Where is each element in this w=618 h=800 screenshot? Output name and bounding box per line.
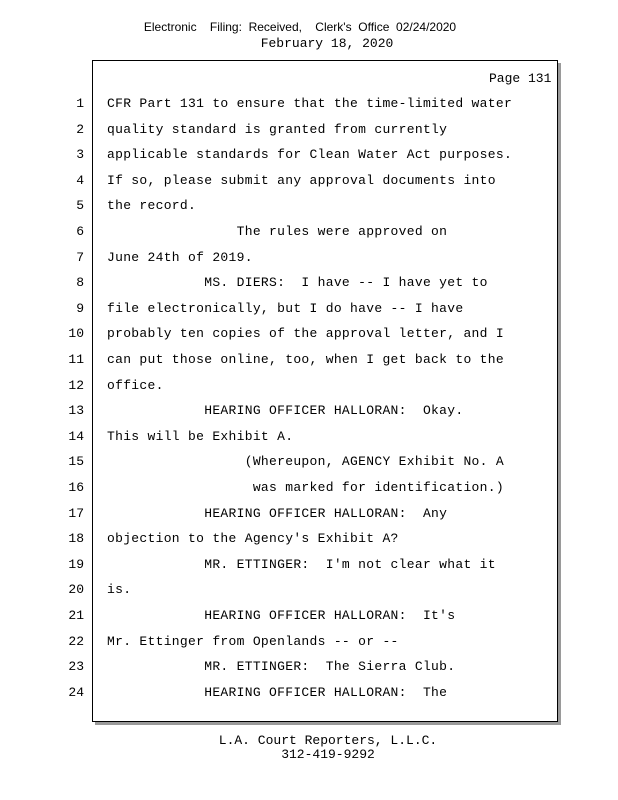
line-number: 10 xyxy=(68,326,84,341)
line-number: 14 xyxy=(68,429,84,444)
transcript-line-text: MR. ETTINGER: I'm not clear what it xyxy=(107,557,496,572)
transcript-line-text: probably ten copies of the approval letter, and I xyxy=(107,326,504,341)
transcript-line-text: HEARING OFFICER HALLORAN: It's xyxy=(107,608,456,623)
footer-company: L.A. Court Reporters, L.L.C. xyxy=(218,733,438,748)
line-number: 6 xyxy=(76,224,84,239)
line-number: 13 xyxy=(68,403,84,418)
footer-phone: 312-419-9292 xyxy=(281,747,375,762)
line-number: 3 xyxy=(76,147,84,162)
line-number: 5 xyxy=(76,198,84,213)
line-number: 19 xyxy=(68,557,84,572)
transcript-line-text: HEARING OFFICER HALLORAN: Okay. xyxy=(107,403,464,418)
line-number: 18 xyxy=(68,531,84,546)
line-number: 17 xyxy=(68,506,84,521)
transcript-line-text: office. xyxy=(107,378,164,393)
line-number: 12 xyxy=(68,378,84,393)
line-number: 4 xyxy=(76,173,84,188)
transcript-line-text: CFR Part 131 to ensure that the time-limited water xyxy=(107,96,513,111)
line-number: 7 xyxy=(76,250,84,265)
transcript-line-text: (Whereupon, AGENCY Exhibit No. A xyxy=(107,454,504,469)
transcript-line-text: applicable standards for Clean Water Act purposes. xyxy=(107,147,513,162)
line-number: 23 xyxy=(68,659,84,674)
transcript-line-text: was marked for identification.) xyxy=(107,480,504,495)
filing-stamp: Electronic Filing: Received, Clerk's Office 02/24/2020 xyxy=(143,20,457,34)
line-number: 15 xyxy=(68,454,84,469)
transcript-line-text: is. xyxy=(107,582,132,597)
line-number: 9 xyxy=(76,301,84,316)
transcript-line-text: HEARING OFFICER HALLORAN: Any xyxy=(107,506,448,521)
transcript-line-text: can put those online, too, when I get back to the xyxy=(107,352,504,367)
transcript-line-text: June 24th of 2019. xyxy=(107,250,253,265)
line-number: 22 xyxy=(68,634,84,649)
line-number: 24 xyxy=(68,685,84,700)
transcript-line-text: the record. xyxy=(107,198,197,213)
line-number: 1 xyxy=(76,96,84,111)
transcript-line-text: file electronically, but I do have -- I have xyxy=(107,301,464,316)
transcript-line-text: MS. DIERS: I have -- I have yet to xyxy=(107,275,488,290)
transcript-line-text: Mr. Ettinger from Openlands -- or -- xyxy=(107,634,399,649)
transcript-line-text: The rules were approved on xyxy=(107,224,448,239)
line-number: 20 xyxy=(68,582,84,597)
transcript-date: February 18, 2020 xyxy=(260,36,394,51)
transcript-line-text: MR. ETTINGER: The Sierra Club. xyxy=(107,659,456,674)
transcript-line-text: This will be Exhibit A. xyxy=(107,429,294,444)
line-number: 21 xyxy=(68,608,84,623)
transcript-line-text: objection to the Agency's Exhibit A? xyxy=(107,531,399,546)
page-number: Page 131 xyxy=(489,71,552,86)
line-number: 8 xyxy=(76,275,84,290)
line-number: 16 xyxy=(68,480,84,495)
line-number: 11 xyxy=(68,352,84,367)
transcript-line-text: quality standard is granted from currently xyxy=(107,122,448,137)
transcript-line-text: HEARING OFFICER HALLORAN: The xyxy=(107,685,448,700)
transcript-line-text: If so, please submit any approval documents into xyxy=(107,173,496,188)
line-number: 2 xyxy=(76,122,84,137)
